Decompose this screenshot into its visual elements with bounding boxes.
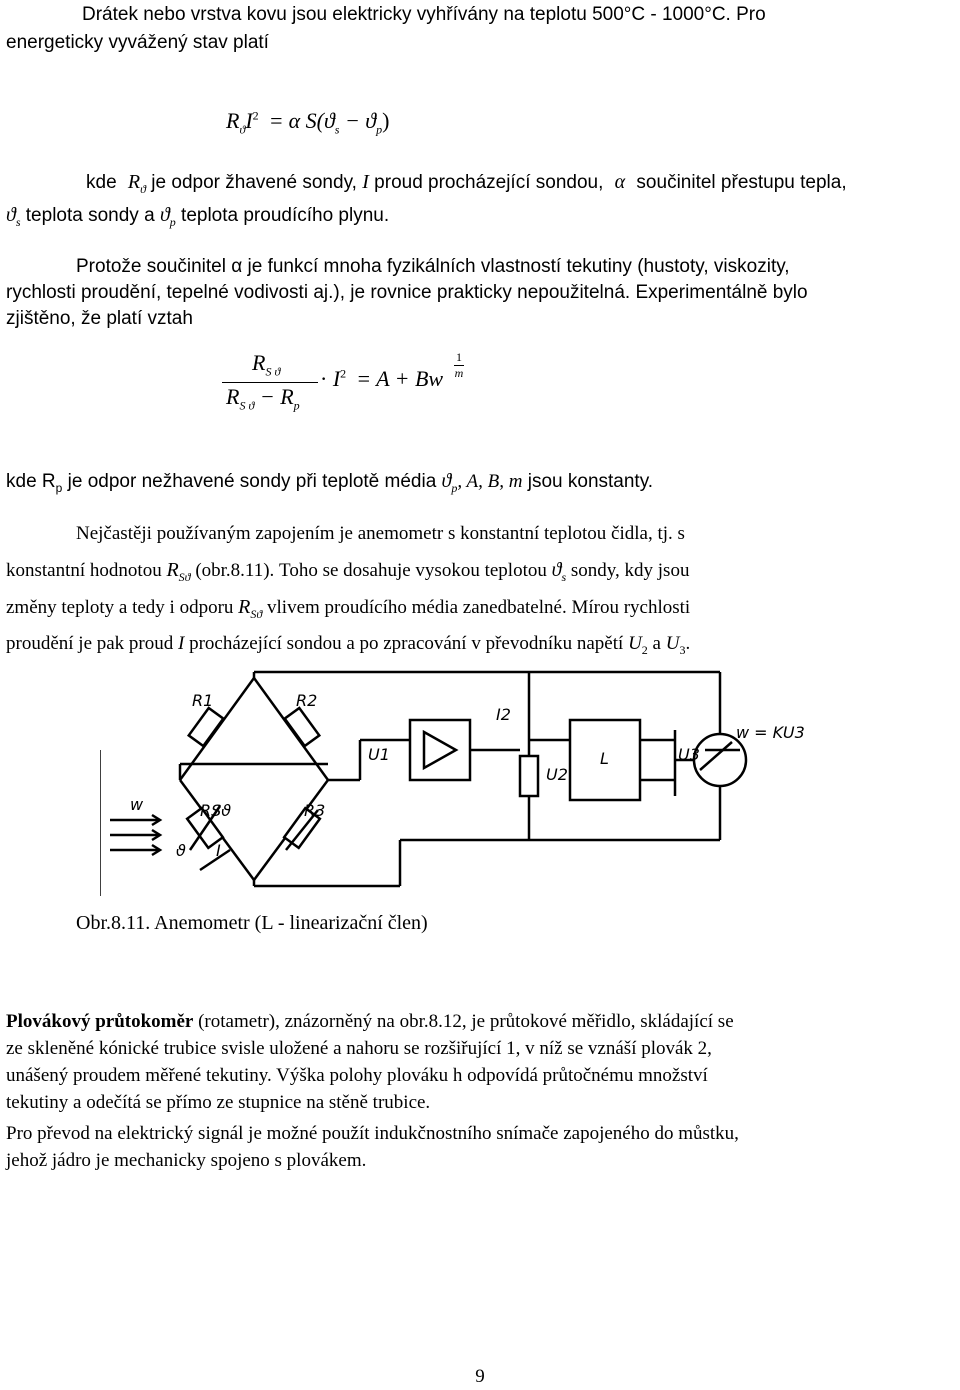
term-rotameter: Plovákový průtokoměr: [6, 1011, 194, 1032]
paragraph-constant-temperature: Nejčastěji používaným zapojením je anemometr s konstantní teplotou čidla, tj. s konstantní hodnotou $R_{Sϑ}$ (obr.8.11). Toho se dosahuje vysokou teplotou $ϑ_s$ sondy, kdy jsou změny teploty a tedy i odporu $R_{Sϑ}$ vlivem proudícího média zanedbatelné. Mírou rychlosti proudění je pak proud I procházející sondou a po zpracování v převodníku napětí $U_2$ a $U_3$.: [6, 523, 691, 657]
label-U3: U3: [678, 745, 700, 764]
anemometer-circuit-diagram: [100, 660, 820, 896]
figure-caption: Obr.8.11. Anemometr (L - linearizační člen): [76, 912, 428, 934]
label-L: L: [600, 749, 609, 768]
label-R3: R3: [304, 801, 326, 820]
label-formula: w = KU3: [736, 723, 805, 742]
label-RSv: RSϑ: [200, 801, 232, 820]
paragraph-intro-line1: Drátek nebo vrstva kovu jsou elektricky vyhřívány na teplotu 500°C - 1000°C. Pro: [82, 4, 766, 25]
label-U2: U2: [546, 765, 568, 784]
paragraph-rotameter: Plovákový průtokoměr (rotametr), znázorněný na obr.8.12, je průtokové měřidlo, skládající se ze skleněné kónické trubice svisle uložené a nahoru se rozšiřující 1, v níž se vznáší plovák 2, unášený proudem měřené tekutiny. Výška polohy plováku h odpovídá průtočnému množství tekutiny a odečítá se přímo ze stupnice na stěně trubice.: [6, 1011, 734, 1113]
fraction-bar: [222, 382, 318, 383]
equation-empirical: $R_{S ϑ}$ $R_{S ϑ} - R_p$ · $I^2 = A + Bw$ 1 m: [222, 350, 502, 430]
paragraph-symbol-definitions: kde $R_ϑ$ je odpor žhavené sondy, I proud procházející sondou, α součinitel přestupu tepla, $ϑ_s$ teplota sondy a $ϑ_p$ teplota proudícího plynu.: [6, 171, 847, 229]
label-w: w: [130, 795, 144, 814]
paragraph-experimental-line2: rychlosti proudění, tepelné vodivosti aj.), je rovnice prakticky nepoužitelná. Experimentálně bylo: [6, 282, 808, 303]
label-R1: R1: [192, 691, 214, 710]
page-number: 9: [475, 1366, 485, 1387]
paragraph-experimental-line3: zjištěno, že platí vztah: [6, 308, 193, 329]
equation-energy-balance: $R_ϑI^2 = \alpha$ $S(ϑ_s - ϑ_p)$: [226, 108, 390, 137]
label-I: I: [216, 841, 221, 860]
paragraph-inductive-sensor: Pro převod na elektrický signál je možné použít indukčnostního snímače zapojeného do můstku, jehož jádro je mechanicky spojeno s plovákem.: [6, 1123, 739, 1171]
label-I2: I2: [496, 705, 511, 724]
paragraph-experimental-line1: Protože součinitel α je funkcí mnoha fyzikálních vlastností tekutiny (hustoty, viskozity,: [76, 256, 790, 277]
paragraph-constants: kde $R_p$ je odpor nežhavené sondy při teplotě média $ϑ_p$, A, B, m jsou konstanty.: [6, 470, 654, 495]
label-theta: ϑ: [176, 841, 186, 860]
label-R2: R2: [296, 691, 318, 710]
paragraph-intro-line2: energeticky vyvážený stav platí: [6, 32, 269, 53]
label-U1: U1: [368, 745, 390, 764]
